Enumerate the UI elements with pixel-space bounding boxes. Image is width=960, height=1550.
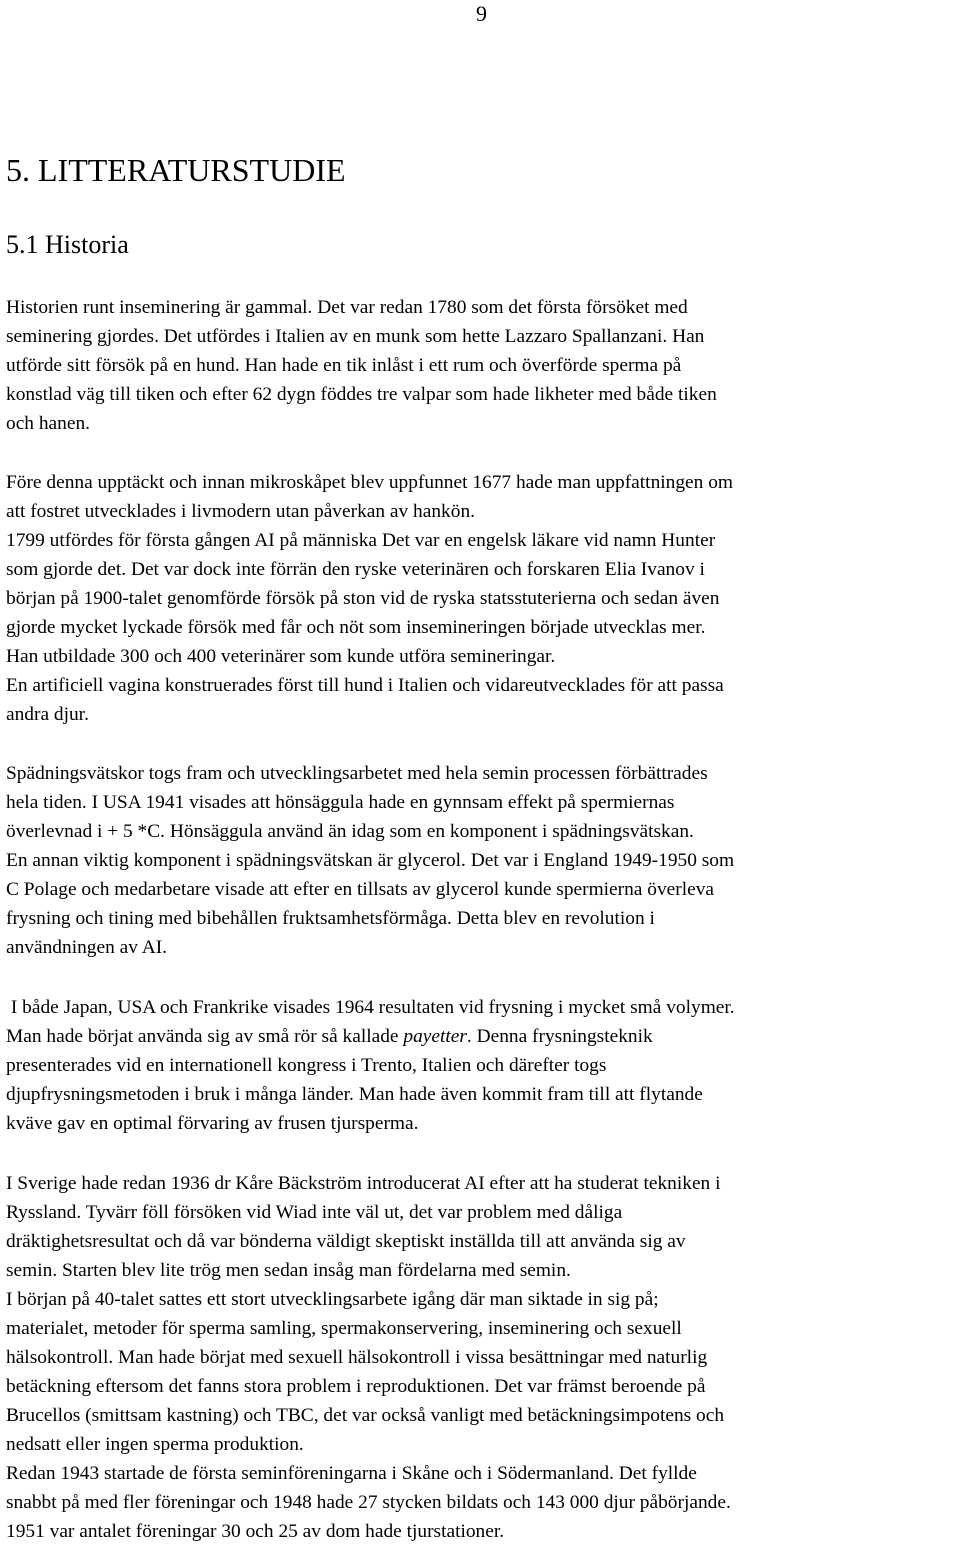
text-line: betäckning eftersom det fanns stora problem i reproduktionen. Det var främst beroende på	[6, 1376, 706, 1397]
text-line: att fostret utvecklades i livmodern utan påverkan av hankön.	[6, 501, 475, 522]
text-line: som gjorde det. Det var dock inte förrän den ryske veterinären och forskaren Elia Ivanov i	[6, 559, 705, 580]
text-line: Historien runt inseminering är gammal. Det var redan 1780 som det första försöket med	[6, 297, 688, 318]
italic-term: payetter	[403, 1026, 467, 1047]
text-line: C Polage och medarbetare visade att efter en tillsats av glycerol kunde spermierna överleva	[6, 879, 715, 900]
subsection-heading: 5.1 Historia	[6, 230, 129, 259]
text-line: Han utbildade 300 och 400 veterinärer som kunde utföra semineringar.	[6, 646, 556, 667]
section-heading: 5. LITTERATURSTUDIE	[6, 152, 346, 188]
text-line: andra djur.	[6, 704, 89, 725]
text-line: gjorde mycket lyckade försök med får och nöt som insemineringen började utvecklas mer.	[6, 617, 706, 638]
text-line: 1951 var antalet föreningar 30 och 25 av dom hade tjurstationer.	[6, 1521, 505, 1542]
text-line: presenterades vid en internationell kongress i Trento, Italien och därefter togs	[6, 1055, 607, 1076]
text-line: och hanen.	[6, 413, 90, 434]
text-line: Före denna upptäckt och innan mikroskåpet blev uppfunnet 1677 hade man uppfattningen om	[6, 472, 733, 493]
text-line: I Sverige hade redan 1936 dr Kåre Bäckström introducerat AI efter att ha studerat tekniken i	[6, 1173, 721, 1194]
paragraph-4	[6, 993, 960, 1138]
text-line: konstlad väg till tiken och efter 62 dygn föddes tre valpar som hade likheter med både tiken	[6, 384, 717, 405]
text-line: utförde sitt försök på en hund. Han hade en tik inlåst i ett rum och överförde sperma på	[6, 355, 682, 376]
text-line: dräktighetsresultat och då var bönderna väldigt skeptiskt inställda till att använda sig av	[6, 1231, 686, 1252]
text-line: I början på 40-talet sattes ett stort utvecklingsarbete igång där man siktade in sig på;	[6, 1289, 659, 1310]
text-line: användningen av AI.	[6, 937, 168, 958]
text-line: En annan viktig komponent i spädningsvätskan är glycerol. Det var i England 1949-1950 som	[6, 850, 735, 871]
text-fragment: Man hade börjat använda sig av små rör så kallade	[6, 1026, 404, 1047]
text-line: hälsokontroll. Man hade börjat med sexuell hälsokontroll i vissa besättningar med naturlig	[6, 1347, 708, 1368]
text-line: snabbt på med fler föreningar och 1948 hade 27 stycken bildats och 143 000 djur påbörjande.	[6, 1492, 731, 1513]
text-line: djupfrysningsmetoden i bruk i många länder. Man hade även kommit fram till att flytande	[6, 1084, 703, 1105]
text-line: kväve gav en optimal förvaring av frusen tjursperma.	[6, 1113, 419, 1134]
text-line: början på 1900-talet genomförde försök på ston vid de ryska statsstuterierna och sedan även	[6, 588, 720, 609]
text-line: nedsatt eller ingen sperma produktion.	[6, 1434, 304, 1455]
text-line: Brucellos (smittsam kastning) och TBC, det var också vanligt med betäckningsimpotens och	[6, 1405, 725, 1426]
text-line: semin. Starten blev lite trög men sedan insåg man fördelarna med semin.	[6, 1260, 571, 1281]
paragraph-5	[6, 1169, 960, 1546]
text-line: Ryssland. Tyvärr föll försöken vid Wiad inte väl ut, det var problem med dåliga	[6, 1202, 623, 1223]
text-line: Spädningsvätskor togs fram och utvecklingsarbetet med hela semin processen förbättrades	[6, 763, 708, 784]
text-line: seminering gjordes. Det utfördes i Italien av en munk som hette Lazzaro Spallanzani. Han	[6, 326, 705, 347]
page-number: 9	[476, 1, 487, 26]
text-line: I både Japan, USA och Frankrike visades 1964 resultaten vid frysning i mycket små volymer.	[6, 997, 735, 1018]
paragraph-2	[6, 468, 960, 729]
text-line: 1799 utfördes för första gången AI på människa Det var en engelsk läkare vid namn Hunter	[6, 530, 716, 551]
text-line	[6, 1022, 960, 1051]
text-line: frysning och tining med bibehållen fruktsamhetsförmåga. Detta blev en revolution i	[6, 908, 655, 929]
text-line: materialet, metoder för sperma samling, spermakonservering, inseminering och sexuell	[6, 1318, 682, 1339]
paragraph-3	[6, 759, 960, 962]
text-line: En artificiell vagina konstruerades först till hund i Italien och vidareutvecklades för att passa	[6, 675, 724, 696]
text-line: överlevnad i + 5 *C. Hönsäggula använd än idag som en komponent i spädningsvätskan.	[6, 821, 694, 842]
paragraph-1	[6, 293, 960, 438]
text-fragment: . Denna frysningsteknik	[466, 1026, 653, 1047]
text-line: hela tiden. I USA 1941 visades att hönsäggula hade en gynnsam effekt på spermiernas	[6, 792, 675, 813]
text-line: Redan 1943 startade de första seminföreningarna i Skåne och i Södermanland. Det fyllde	[6, 1463, 697, 1484]
